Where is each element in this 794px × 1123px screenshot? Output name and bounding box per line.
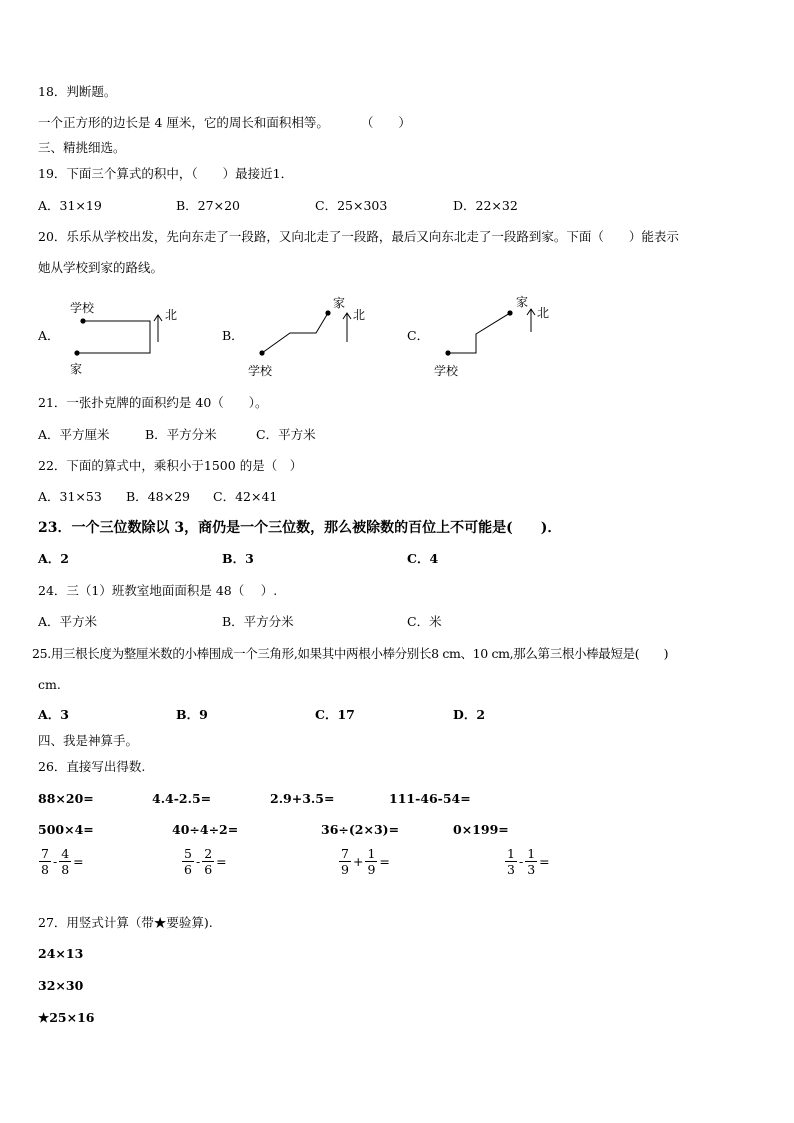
q18-title: 18．判断题。 [38, 84, 117, 99]
q24-option-a[interactable]: A．平方米 [38, 614, 98, 629]
q23-option-c[interactable]: C．4 [407, 551, 439, 566]
q19-option-b[interactable]: B．27×20 [176, 198, 240, 213]
q25-option-c[interactable]: C．17 [315, 707, 355, 722]
route-path [262, 313, 328, 353]
q26-fraction-2: 5 6 - $\frac{2}{6}$ = [184, 846, 227, 877]
q27-title: 27．用竖式计算（带★要验算). [38, 915, 213, 930]
q26-row2-item2: 40÷4÷2= [172, 822, 239, 837]
q27-item-1: 24×13 [38, 946, 84, 961]
q23-option-b[interactable]: B．3 [222, 551, 254, 566]
school-label: 学校 [70, 301, 95, 315]
q25-option-d[interactable]: D．2 [453, 707, 486, 722]
q20-question-line1: 20．乐乐从学校出发，先向东走了一段路，又向北走了一段路，最后又向东北走了一段路到家。下面（ ）能表示 [38, 229, 679, 244]
q26-fraction-3: 7 9 + $\frac{1}{9}$ = [341, 846, 390, 877]
q26-row2-item1: 500×4= [38, 822, 94, 837]
q26-row2-item4: 0×199= [453, 822, 509, 837]
q23-question: 23．一个三位数除以 3，商仍是一个三位数，那么被除数的百位上不可能是( )． [38, 520, 562, 536]
home-label: 家 [516, 295, 529, 309]
q20-route-diagram-c [430, 290, 570, 385]
north-label: 北 [537, 306, 550, 320]
home-label: 家 [333, 296, 346, 310]
home-point [74, 350, 79, 355]
q20-option-c-label[interactable]: C． [407, 328, 430, 343]
school-label: 学校 [434, 364, 459, 378]
q20-option-b-label[interactable]: B． [222, 328, 244, 343]
q22-option-c[interactable]: C．42×41 [213, 489, 278, 504]
q21-question: 21．一张扑克牌的面积约是 40（ ）。 [38, 395, 268, 410]
q21-option-a[interactable]: A．平方厘米 [38, 427, 110, 442]
q26-row2-item3: 36÷(2×3)= [321, 822, 400, 837]
q22-option-a[interactable]: A．31×53 [38, 489, 102, 504]
route-path [77, 321, 150, 353]
q23-option-a[interactable]: A．2 [38, 551, 69, 566]
q22-question: 22．下面的算式中，乘积小于1500 的是（ ） [38, 458, 303, 473]
q27-item-3: ★25×16 [38, 1010, 95, 1025]
q19-option-d[interactable]: D．22×32 [453, 198, 518, 213]
q19-option-a[interactable]: A．31×19 [38, 198, 102, 213]
q18-answer-blank[interactable]: （ ） [360, 115, 411, 130]
q19-option-c[interactable]: C．25×303 [315, 198, 388, 213]
home-label: 家 [70, 362, 83, 376]
q21-option-b[interactable]: B．平方分米 [145, 427, 217, 442]
section4-title: 四、我是神算手。 [38, 733, 139, 748]
q24-option-c[interactable]: C．米 [407, 614, 442, 629]
q19-question: 19．下面三个算式的积中，（ ）最接近1． [38, 166, 294, 181]
route-path [448, 313, 510, 353]
school-label: 学校 [248, 364, 273, 378]
q20-route-diagram-a [64, 294, 194, 384]
section3-title: 三、精挑细选。 [38, 140, 126, 155]
north-label: 北 [165, 308, 178, 322]
q24-question: 24．三（1）班教室地面面积是 48（ ）. [38, 583, 278, 598]
home-point [325, 310, 330, 315]
q21-option-c[interactable]: C．平方米 [256, 427, 316, 442]
q26-title: 26．直接写出得数. [38, 759, 146, 774]
q26-row1-item4: 111-46-54= [389, 791, 471, 806]
q25-option-a[interactable]: A．3 [38, 707, 69, 722]
q26-row1-item3: 2.9+3.5= [270, 791, 335, 806]
north-label: 北 [353, 308, 366, 322]
q20-question-line2: 她从学校到家的路线。 [38, 260, 164, 275]
q18-statement [38, 115, 411, 131]
q26-row1-item2: 4.4-2.5= [152, 791, 212, 806]
q25-question-line1: 25.用三根长度为整厘米数的小棒围成一个三角形,如果其中两根小棒分别长8 cm、10 cm,那么第三根小棒最短是( ) [32, 646, 669, 661]
q24-option-b[interactable]: B．平方分米 [222, 614, 294, 629]
q27-item-2: 32×30 [38, 978, 84, 993]
q20-option-a-label[interactable]: A． [38, 328, 60, 343]
q22-option-b[interactable]: B．48×29 [126, 489, 190, 504]
q25-option-b[interactable]: B．9 [176, 707, 208, 722]
q25-question-line2: cm. [38, 677, 61, 692]
q26-row1-item1: 88×20= [38, 791, 94, 806]
q26-fraction-1: 7 8 - $\frac{4}{8}$ = [41, 846, 84, 877]
q20-route-diagram-b [244, 290, 384, 385]
q18-statement-text: 一个正方形的边长是 4 厘米，它的周长和面积相等。 [38, 115, 329, 130]
home-point [507, 310, 512, 315]
q26-fraction-4: 1 3 - $\frac{1}{3}$ = [507, 846, 550, 877]
